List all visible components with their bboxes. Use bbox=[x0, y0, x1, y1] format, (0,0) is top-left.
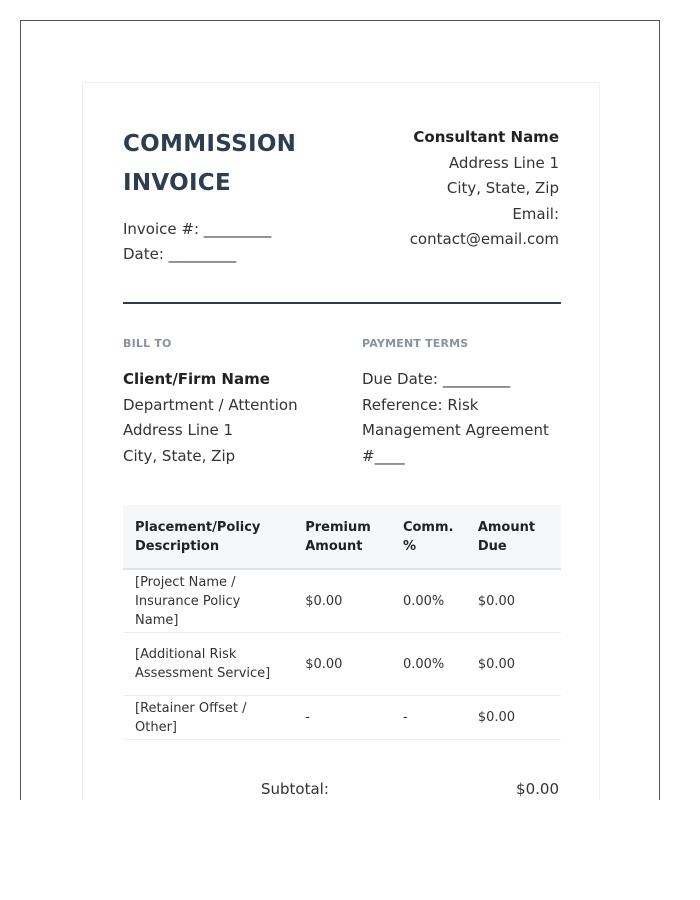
reference-line1: Reference: Risk bbox=[362, 395, 479, 414]
row-description-l2: Insurance Policy Name] bbox=[135, 593, 241, 628]
commission-table bbox=[123, 505, 561, 740]
consultant-email: contact@email.com bbox=[409, 230, 559, 248]
table-row bbox=[123, 696, 561, 740]
subtotal-value: $0.00 bbox=[516, 780, 559, 798]
client-address: Address Line 1 bbox=[123, 421, 234, 439]
header-comm-l1: Comm. bbox=[402, 519, 454, 535]
bill-to-label: BILL TO bbox=[123, 337, 172, 350]
header-comm bbox=[391, 505, 466, 569]
header-description-l2: Description bbox=[135, 538, 220, 554]
header-premium-l2: Amount bbox=[305, 538, 363, 554]
header-premium-l1: Premium bbox=[305, 519, 371, 535]
row-amount: $0.00 bbox=[466, 569, 561, 633]
client-city: City, State, Zip bbox=[123, 446, 236, 465]
row-amount: $0.00 bbox=[466, 696, 561, 740]
header-amount-l1: Amount bbox=[477, 519, 536, 535]
client-department: Department / Attention bbox=[123, 395, 298, 414]
invoice-title bbox=[123, 125, 323, 203]
due-date: Due Date: _________ bbox=[362, 370, 511, 388]
row-comm: 0.00% bbox=[391, 569, 466, 633]
subtotal-label: Subtotal: bbox=[261, 780, 329, 798]
consultant-city: City, State, Zip bbox=[446, 179, 559, 197]
row-description-l2: Assessment Service] bbox=[135, 666, 271, 681]
invoice-sheet bbox=[82, 82, 600, 800]
invoice-date: Date: _________ bbox=[123, 245, 237, 263]
row-description bbox=[123, 633, 293, 696]
table-header-row bbox=[123, 505, 561, 569]
reference-line2: Management Agreement bbox=[362, 421, 549, 439]
consultant-block bbox=[410, 125, 559, 253]
row-amount: $0.00 bbox=[466, 633, 561, 696]
table-row bbox=[123, 569, 561, 633]
row-premium: - bbox=[293, 696, 391, 740]
payment-terms-label: PAYMENT TERMS bbox=[362, 337, 469, 350]
header-amount-l2: Due bbox=[477, 538, 507, 554]
row-description-l1: [Project Name / bbox=[135, 574, 236, 590]
row-premium: $0.00 bbox=[293, 569, 391, 633]
header-description-l1: Placement/Policy bbox=[135, 519, 261, 535]
page-frame bbox=[20, 20, 660, 800]
invoice-meta bbox=[123, 217, 271, 267]
row-description: [Retainer Offset / Other] bbox=[123, 696, 293, 740]
invoice-number: Invoice #: _________ bbox=[123, 220, 272, 238]
row-description bbox=[123, 569, 293, 633]
consultant-address: Address Line 1 bbox=[448, 153, 559, 172]
client-name: Client/Firm Name bbox=[123, 370, 270, 388]
consultant-email-label: Email: bbox=[512, 204, 559, 223]
reference-line3: #____ bbox=[362, 446, 405, 465]
invoice-title-line2: INVOICE bbox=[123, 170, 232, 196]
invoice-title-line1: COMMISSION bbox=[123, 131, 297, 157]
table-row bbox=[123, 633, 561, 696]
row-comm: 0.00% bbox=[391, 633, 466, 696]
bill-to-block bbox=[123, 337, 323, 469]
payment-terms-block bbox=[362, 337, 562, 469]
header-divider bbox=[123, 302, 561, 304]
header-comm-l2: % bbox=[402, 538, 416, 554]
header-premium bbox=[293, 505, 391, 569]
row-premium: $0.00 bbox=[293, 633, 391, 696]
consultant-name: Consultant Name bbox=[413, 128, 559, 146]
header-amount bbox=[466, 505, 561, 569]
row-comm: - bbox=[391, 696, 466, 740]
header-description bbox=[123, 505, 293, 569]
row-description-l1: [Additional Risk bbox=[135, 647, 237, 662]
